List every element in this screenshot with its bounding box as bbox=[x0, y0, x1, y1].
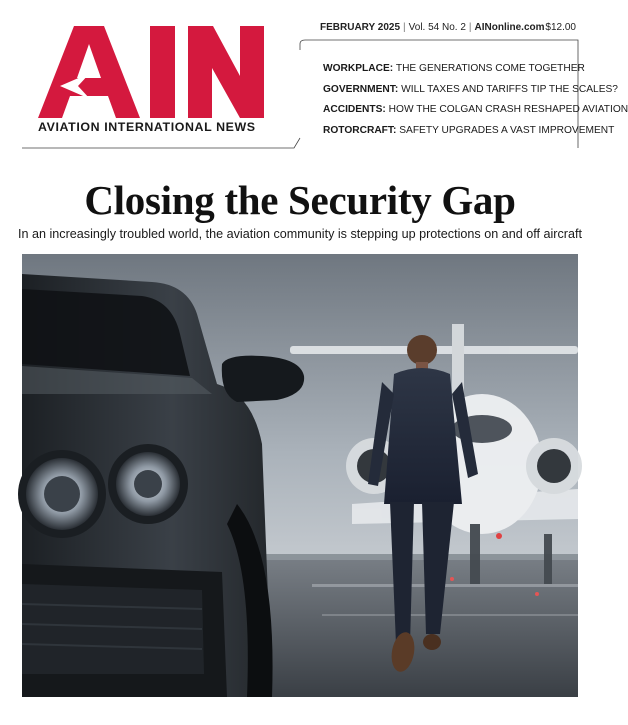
teaser-item[interactable] bbox=[323, 125, 615, 147]
ain-logo[interactable] bbox=[38, 26, 264, 118]
teaser-text: WILL TAXES AND TARIFFS TIP THE SCALES? bbox=[401, 83, 618, 95]
cover-price: $12.00 bbox=[545, 22, 576, 33]
teaser-text: SAFETY UPGRADES A VAST IMPROVEMENT bbox=[399, 125, 615, 137]
cover-photo-illustration bbox=[22, 254, 578, 697]
ain-logo-mark bbox=[38, 26, 264, 118]
teaser-text: HOW THE COLGAN CRASH RESHAPED AVIATION bbox=[388, 104, 628, 116]
teaser-topic: ROTORCRAFT: bbox=[323, 125, 397, 137]
teaser-item[interactable] bbox=[323, 63, 585, 85]
teaser-item[interactable] bbox=[323, 83, 618, 106]
website-link[interactable]: AINonline.com bbox=[474, 22, 545, 33]
teaser-item[interactable] bbox=[323, 104, 628, 126]
teaser-topic: GOVERNMENT: bbox=[323, 83, 399, 95]
teaser-text: THE GENERATIONS COME TOGETHER bbox=[395, 63, 585, 74]
cover-subhead: In an increasingly troubled world, the aviation community is stepping up protections on and off aircraft bbox=[17, 227, 582, 241]
teaser-topic: WORKPLACE: bbox=[323, 63, 394, 74]
cover-photo[interactable] bbox=[22, 254, 578, 697]
issue-volume: Vol. 54 No. 2 bbox=[408, 22, 466, 33]
issue-info: FEBRUARY 2025 | Vol. 54 No. 2 | AINonline.com bbox=[320, 22, 545, 33]
cover-headline[interactable]: Closing the Security Gap bbox=[84, 177, 516, 223]
issue-date: FEBRUARY 2025 bbox=[320, 22, 401, 33]
teaser-topic: ACCIDENTS: bbox=[323, 104, 386, 116]
cover-teasers bbox=[323, 63, 628, 147]
masthead-tagline: AVIATION INTERNATIONAL NEWS bbox=[38, 120, 256, 134]
